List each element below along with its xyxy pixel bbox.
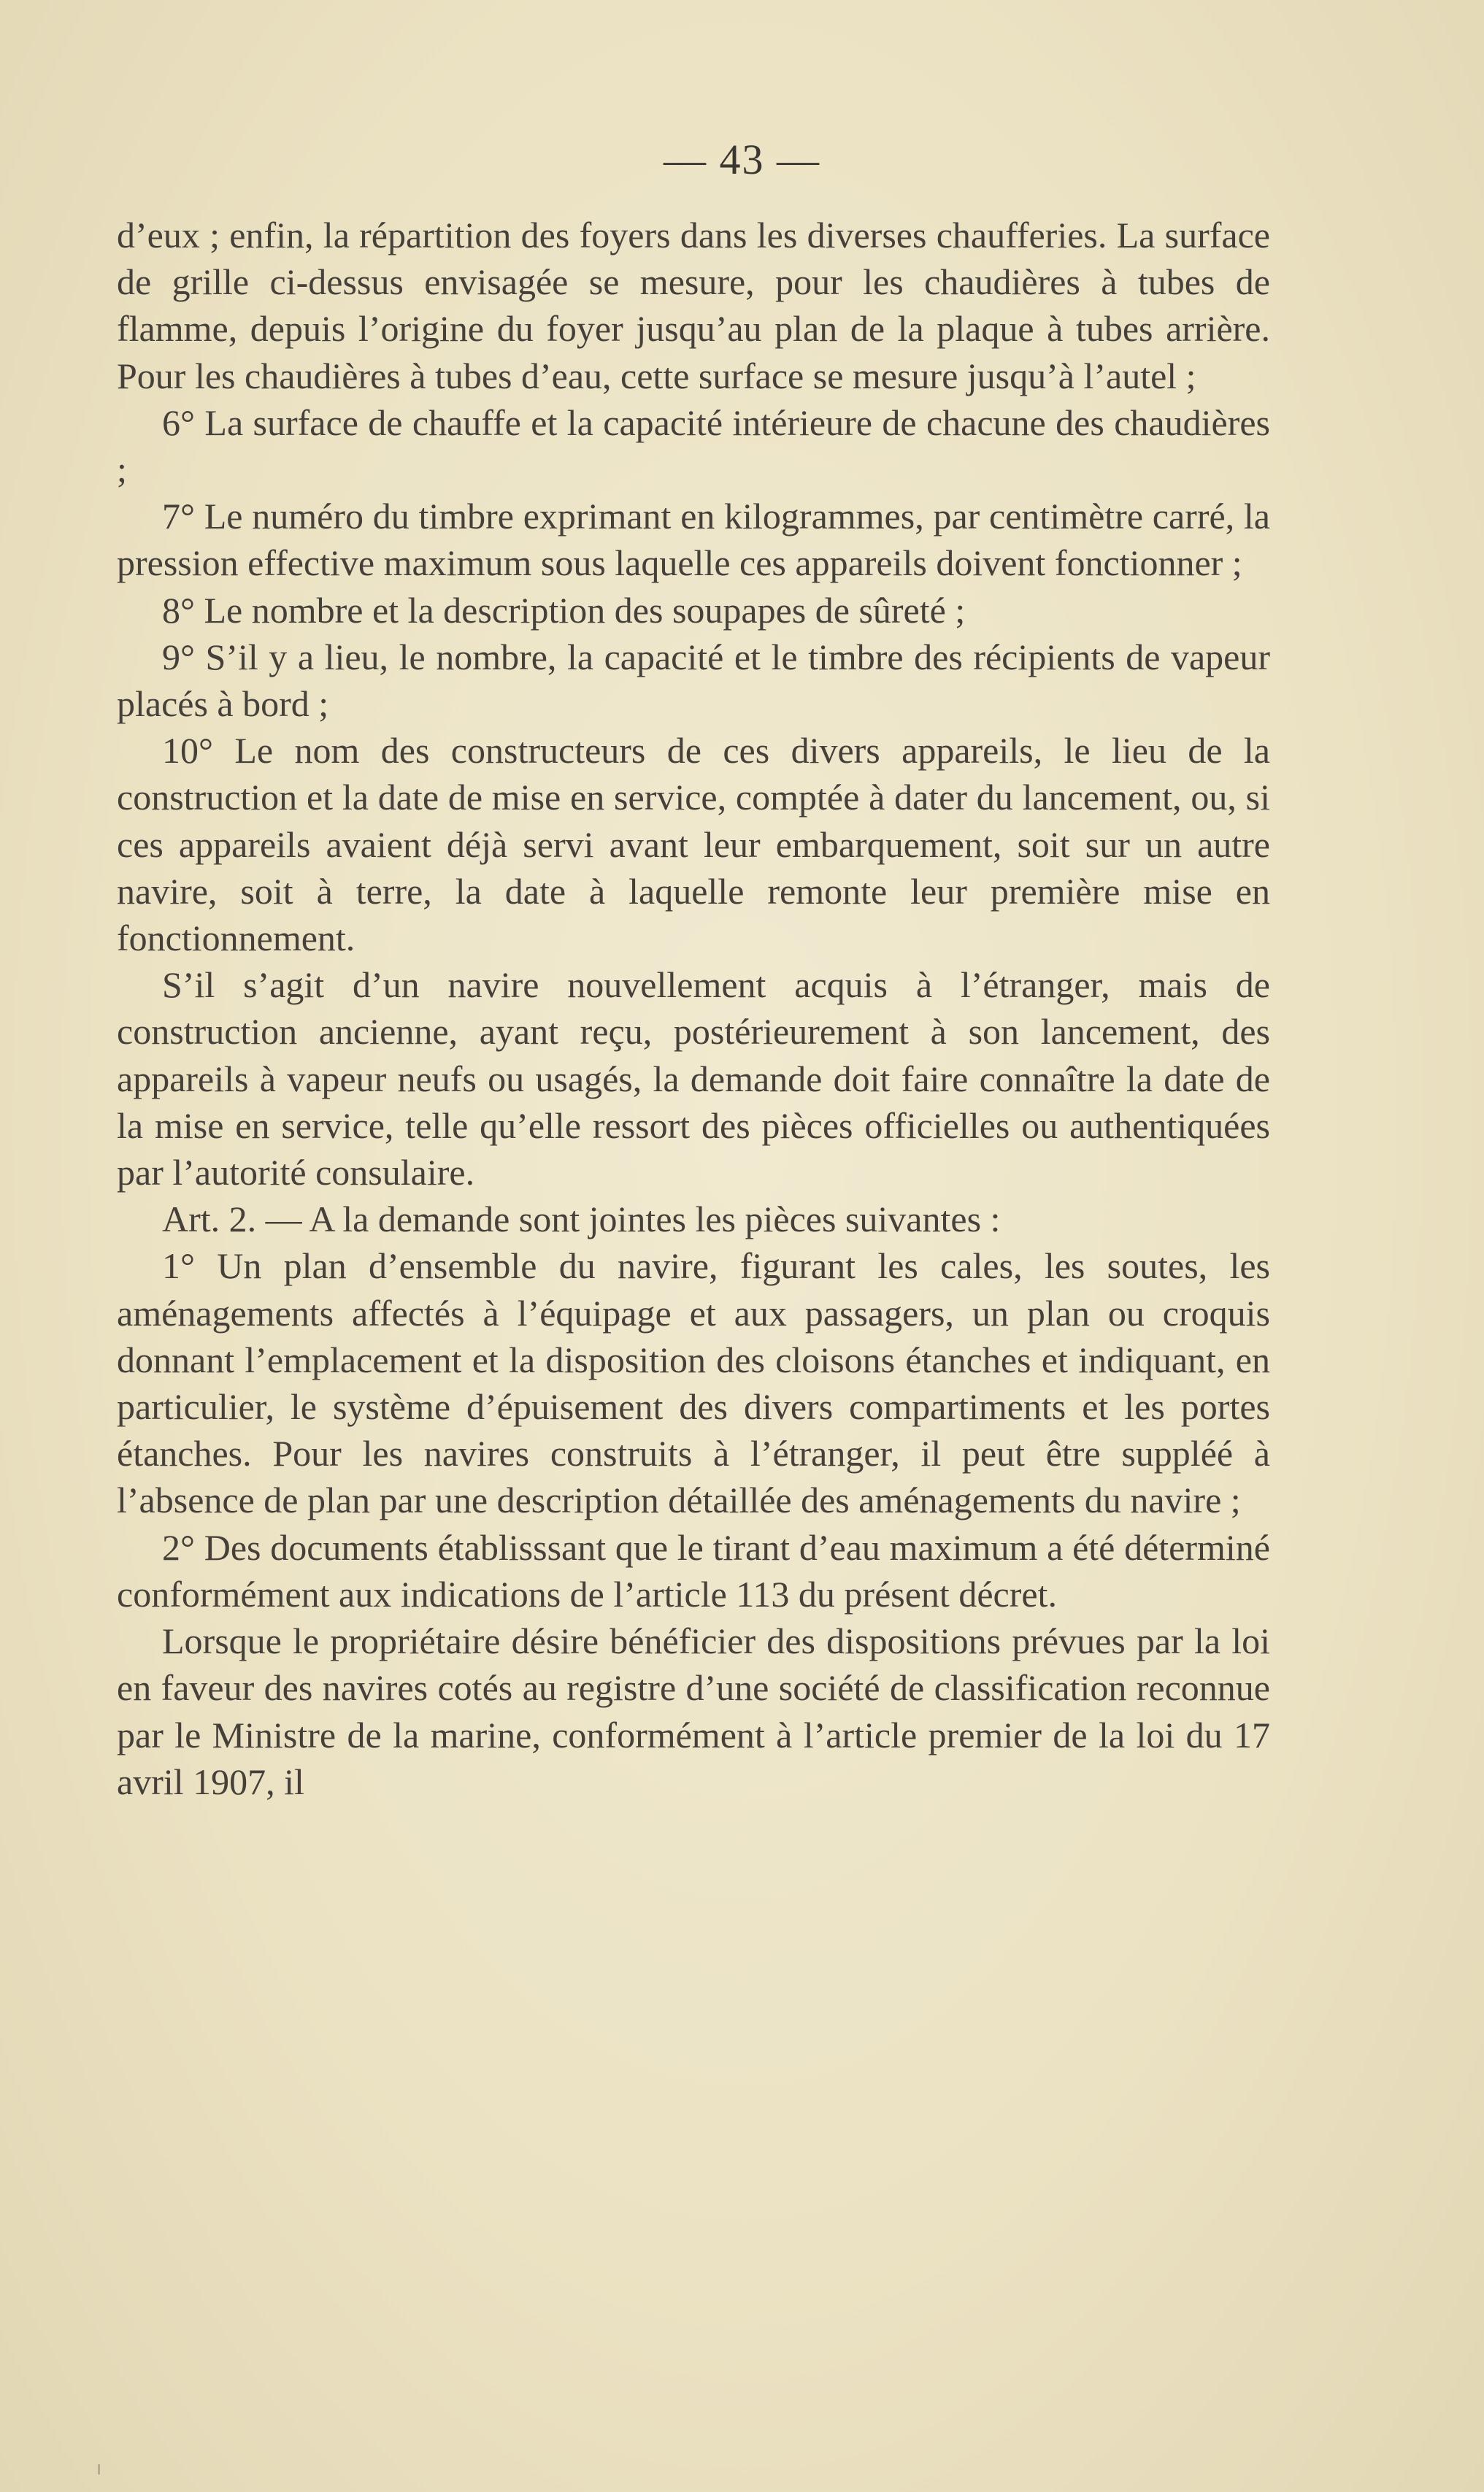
paragraph-item-10: 10° Le nom des constructeurs de ces divers appareils, le lieu de la construction et la date de mise en service, comptée à dater du lancement, ou, si ces appareils avaient déjà servi avant leur embarquement, soit sur un autre navire, soit à terre, la date à laquelle remonte leur première mise en fonctionnement. xyxy=(117,730,1270,959)
paragraph-classification: Lorsque le propriétaire désire bénéficier des dispositions prévues par la loi en faveur des navires cotés au registre d’une société de classification reconnue par le Ministre de la marine, conformément à l’article premier de la loi du 17 avril 1907, il xyxy=(117,1620,1270,1802)
paper-speck xyxy=(98,2464,100,2474)
page-number: — 43 — xyxy=(664,136,820,183)
paragraph-continuation: d’eux ; enfin, la répartition des foyers dans les diverses chaufferies. La surface de grille ci-dessus envisagée se mesure, pour les chaudières à tubes de flamme, depuis l’origine du foyer jusqu’au plan de la plaque à tubes arrière. Pour les chaudières à tubes d’eau, cette surface se mesure jusqu’à l’autel ; xyxy=(117,215,1270,396)
paragraph-item-9: 9° S’il y a lieu, le nombre, la capacité et le timbre des récipients de vapeur placés à bord ; xyxy=(117,636,1270,725)
paragraph-foreign-vessel: S’il s’agit d’un navire nouvellement acquis à l’étranger, mais de construction ancienne, ayant reçu, postérieurement à son lancement, des appareils à vapeur neufs ou usagés, la demande doit faire connaître la date de la mise en service, telle qu’elle ressort des pièces officielles ou authentiquées par l’autorité consulaire. xyxy=(117,964,1270,1193)
paragraph-piece-2: 2° Des documents établisssant que le tirant d’eau maximum a été déterminé conformément aux indications de l’article 113 du présent décret. xyxy=(117,1526,1270,1615)
body-text xyxy=(117,212,1270,1805)
paragraph-item-6: 6° La surface de chauffe et la capacité intérieure de chacune des chaudières ; xyxy=(117,401,1270,491)
paragraph-item-7: 7° Le numéro du timbre exprimant en kilogrammes, par centimètre carré, la pression effective maximum sous laquelle ces appareils doivent fonctionner ; xyxy=(117,496,1270,584)
paragraph-item-8: 8° Le nombre et la description des soupapes de sûreté ; xyxy=(162,589,966,631)
paragraph-piece-1: 1° Un plan d’ensemble du navire, figurant les cales, les soutes, les aménagements affectés à l’équipage et aux passagers, un plan ou croquis donnant l’emplacement et la disposition des cloisons étanches et indiquant, en particulier, le système d’épuisement des divers compartiments et les portes étanches. Pour les navires construits à l’étranger, il peut être suppléé à l’absence de plan par une description détaillée des aménagements du navire ; xyxy=(117,1245,1270,1521)
paragraph-article-2: Art. 2. — A la demande sont jointes les pièces suivantes : xyxy=(162,1199,1001,1240)
